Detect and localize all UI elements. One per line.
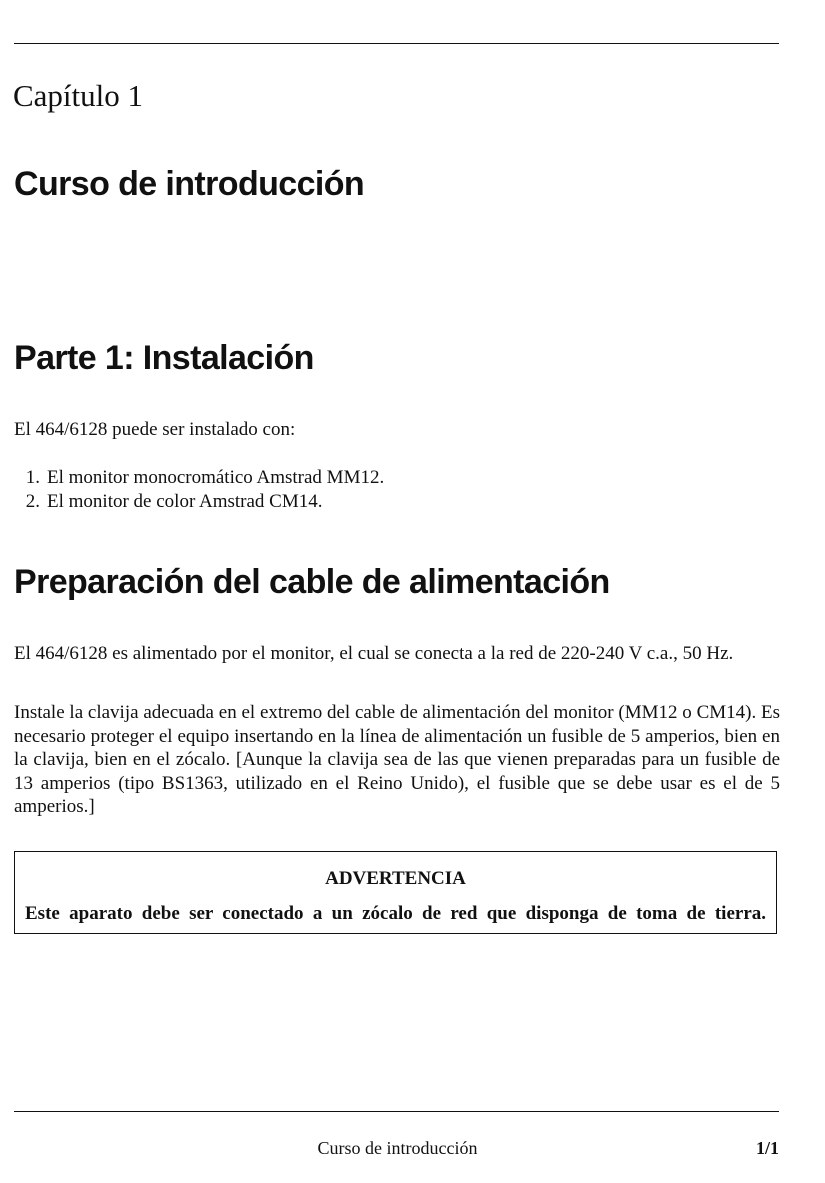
list-item-number: 1. [25, 467, 40, 488]
list-item-number: 2. [25, 491, 40, 512]
warning-box [14, 851, 777, 934]
chapter-label: Capítulo 1 [13, 78, 144, 113]
footer-rule [14, 1111, 779, 1112]
footer-title: Curso de introducción [317, 1138, 478, 1158]
monitor-list [14, 466, 384, 514]
list-item-text: El monitor monocromático Amstrad MM12. [47, 467, 385, 488]
header-rule [14, 43, 779, 44]
power-paragraph: El 464/6128 es alimentado por el monitor, el cual se conecta a la red de 220-240 V c.a., 50 Hz. [14, 643, 734, 664]
page-number: 1/1 [755, 1138, 779, 1158]
warning-text: Este aparato debe ser conectado a un zócalo de red que disponga de toma de tierra. [25, 903, 766, 924]
list-item-text: El monitor de color Amstrad CM14. [47, 491, 323, 512]
section-title: Preparación del cable de alimentación [14, 563, 610, 601]
part-title: Parte 1: Instalación [14, 339, 314, 377]
intro-paragraph: El 464/6128 puede ser instalado con: [14, 419, 296, 440]
list-item [14, 466, 384, 490]
install-paragraph: Instale la clavija adecuada en el extremo del cable de alimentación del monitor (MM12 o CM14). Es necesario proteger el equipo insertando en la línea de alimentación un fusible de 5 amperios, bien en la clavija, bien en el zócalo. [Aunque la clavija sea de las que vienen preparadas para un fusible de 13 amperios (tipo BS1363, utilizado en el Reino Unido), el fusible que se debe usar es el de 5 amperios.] [14, 702, 780, 817]
chapter-title: Curso de introducción [14, 165, 365, 203]
list-item [14, 490, 384, 514]
warning-title: ADVERTENCIA [325, 868, 466, 889]
